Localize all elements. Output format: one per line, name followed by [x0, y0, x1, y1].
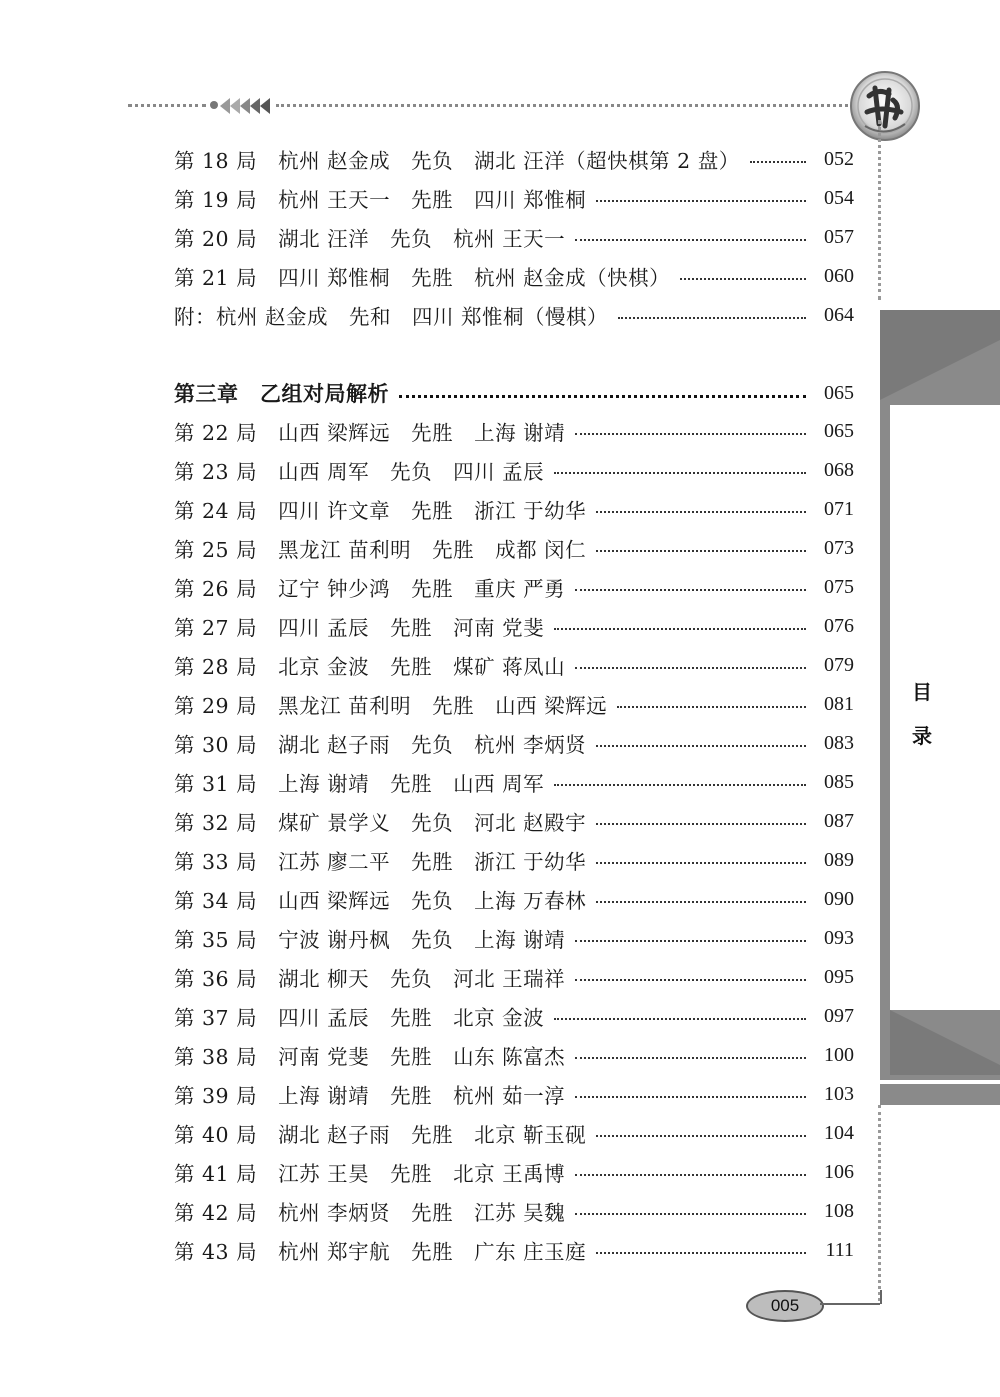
toc-entry-page: 097 [824, 1004, 854, 1027]
toc-entry[interactable] [174, 880, 854, 918]
dot-leader [575, 589, 806, 591]
dot-leader [596, 1135, 806, 1137]
toc-entry-title: 第 41 局 江苏 王昊 先胜 北京 王禹博 [174, 1162, 566, 1186]
toc-entry-title: 第 34 局 山西 梁辉远 先负 上海 万春林 [174, 889, 587, 913]
toc-entry[interactable] [174, 296, 854, 334]
toc-entry[interactable] [174, 568, 854, 606]
toc-entry-title: 第 23 局 山西 周军 先负 四川 孟辰 [174, 460, 545, 484]
toc-entry-page: 085 [824, 770, 854, 793]
toc-entry-page: 087 [824, 809, 854, 832]
toc-entry-page: 057 [824, 225, 854, 248]
toc-chapter-heading[interactable] [174, 374, 854, 412]
chapter-page: 065 [824, 381, 854, 404]
toc-entry[interactable] [174, 257, 854, 295]
toc-entry-page: 064 [824, 303, 854, 326]
dot-leader [596, 511, 806, 513]
toc-entry-title: 第 36 局 湖北 柳天 先负 河北 王瑞祥 [174, 967, 566, 991]
toc-entry[interactable] [174, 763, 854, 801]
dot-leader [596, 862, 806, 864]
toc-entry-page: 104 [824, 1121, 854, 1144]
dot-leader [575, 1096, 806, 1098]
toc-entry-title: 第 27 局 四川 孟辰 先胜 河南 党斐 [174, 616, 545, 640]
toc-entry-page: 093 [824, 926, 854, 949]
toc-entry-title: 第 25 局 黑龙江 苗利明 先胜 成都 闵仁 [174, 538, 587, 562]
dot-leader [575, 1174, 806, 1176]
toc-entry-title: 第 26 局 辽宁 钟少鸿 先胜 重庆 严勇 [174, 577, 566, 601]
toc-entry[interactable] [174, 646, 854, 684]
toc-entry[interactable] [174, 529, 854, 567]
toc-entry-page: 073 [824, 536, 854, 559]
dot-leader [575, 1213, 806, 1215]
toc-entry-page: 111 [825, 1238, 854, 1261]
toc-entry[interactable] [174, 841, 854, 879]
toc-entry-title: 第 30 局 湖北 赵子雨 先负 杭州 李炳贤 [174, 733, 587, 757]
dot-leader [575, 239, 806, 241]
toc-entry[interactable] [174, 685, 854, 723]
dot-leader [575, 940, 806, 942]
toc-entry-page: 100 [824, 1043, 854, 1066]
toc-entry-page: 054 [824, 186, 854, 209]
toc-entry-page: 079 [824, 653, 854, 676]
toc-entry-title: 第 29 局 黑龙江 苗利明 先胜 山西 梁辉远 [174, 694, 608, 718]
top-bullet-dot [210, 101, 218, 109]
toc-entry-title: 第 32 局 煤矿 景学义 先负 河北 赵殿宇 [174, 811, 587, 835]
toc-entry-title: 第 38 局 河南 党斐 先胜 山东 陈富杰 [174, 1045, 566, 1069]
toc-entry-page: 076 [824, 614, 854, 637]
toc-entry-title: 第 42 局 杭州 李炳贤 先胜 江苏 吴魏 [174, 1201, 566, 1225]
toc-entry[interactable] [174, 490, 854, 528]
toc-entry-page: 089 [824, 848, 854, 871]
page-number: 005 [746, 1290, 824, 1322]
dot-leader [596, 745, 806, 747]
dot-leader [554, 1018, 806, 1020]
toc-entry-title: 第 19 局 杭州 王天一 先胜 四川 郑惟桐 [174, 188, 587, 212]
toc-entry[interactable] [174, 802, 854, 840]
chapter-title: 第三章 乙组对局解析 [174, 382, 389, 406]
toc-entry-page: 068 [824, 458, 854, 481]
side-tab-bar [880, 310, 1000, 1105]
dot-leader [554, 784, 806, 786]
toc-entry-page: 108 [824, 1199, 854, 1222]
dot-leader [680, 278, 806, 280]
toc-entry-title: 附：杭州 赵金成 先和 四川 郑惟桐（慢棋） [174, 305, 609, 329]
toc-entry-title: 第 18 局 杭州 赵金成 先负 湖北 汪洋（超快棋第 2 盘） [174, 149, 740, 173]
top-dotted-rule-right [276, 104, 854, 107]
toc-entry-title: 第 24 局 四川 许文章 先胜 浙江 于幼华 [174, 499, 587, 523]
toc-entry-page: 095 [824, 965, 854, 988]
toc-entry[interactable] [174, 958, 854, 996]
dot-leader [596, 823, 806, 825]
side-tab-label-2: 录 [912, 724, 932, 748]
toc-entry[interactable] [174, 451, 854, 489]
toc-entry-page: 106 [824, 1160, 854, 1183]
toc-entry-title: 第 31 局 上海 谢靖 先胜 山西 周军 [174, 772, 545, 796]
dot-leader [575, 979, 806, 981]
toc-entry-page: 075 [824, 575, 854, 598]
arrowheads-icon [220, 96, 274, 116]
chess-general-emblem-icon [845, 66, 925, 146]
dot-leader [575, 1057, 806, 1059]
dot-leader [575, 433, 806, 435]
toc-entry-title: 第 39 局 上海 谢靖 先胜 杭州 茹一淳 [174, 1084, 566, 1108]
toc-entry[interactable] [174, 1192, 854, 1230]
toc-entry-page: 052 [824, 147, 854, 170]
toc-entry[interactable] [174, 218, 854, 256]
dot-leader [554, 628, 806, 630]
toc-entry-title: 第 28 局 北京 金波 先胜 煤矿 蒋凤山 [174, 655, 566, 679]
toc-entry-title: 第 40 局 湖北 赵子雨 先胜 北京 靳玉砚 [174, 1123, 587, 1147]
dot-leader [596, 200, 806, 202]
top-dotted-rule-left [128, 104, 206, 107]
toc-entry-title: 第 35 局 宁波 谢丹枫 先负 上海 谢靖 [174, 928, 566, 952]
toc-entry-title: 第 22 局 山西 梁辉远 先胜 上海 谢靖 [174, 421, 566, 445]
toc-entry-title: 第 20 局 湖北 汪洋 先负 杭州 王天一 [174, 227, 566, 251]
toc-entry[interactable] [174, 1075, 854, 1113]
toc-entry-title: 第 43 局 杭州 郑宇航 先胜 广东 庄玉庭 [174, 1240, 587, 1264]
toc-entry[interactable] [174, 607, 854, 645]
toc-entry-page: 071 [824, 497, 854, 520]
dot-leader [618, 317, 806, 319]
toc-entry-page: 090 [824, 887, 854, 910]
toc-entry[interactable] [174, 1114, 854, 1152]
toc-entry[interactable] [174, 140, 854, 178]
right-dotted-border-bottom [878, 1105, 881, 1301]
toc-entry[interactable] [174, 412, 854, 450]
right-dotted-border-top [878, 120, 881, 300]
dot-leader [750, 161, 806, 163]
page-number-rule-vertical [880, 1290, 882, 1304]
toc-entry-page: 060 [824, 264, 854, 287]
toc-entry[interactable] [174, 919, 854, 957]
toc-entry[interactable] [174, 1231, 854, 1269]
toc-entry-page: 081 [824, 692, 854, 715]
toc-entry-title: 第 37 局 四川 孟辰 先胜 北京 金波 [174, 1006, 545, 1030]
toc-entry[interactable] [174, 1036, 854, 1074]
toc-entry[interactable] [174, 179, 854, 217]
dot-leader [554, 472, 806, 474]
toc-entry-page: 103 [824, 1082, 854, 1105]
page-number-rule [820, 1303, 880, 1305]
toc-entry-page: 083 [824, 731, 854, 754]
toc-entry[interactable] [174, 997, 854, 1035]
toc-entry-page: 065 [824, 419, 854, 442]
toc-entry[interactable] [174, 724, 854, 762]
toc-entry-title: 第 21 局 四川 郑惟桐 先胜 杭州 赵金成（快棋） [174, 266, 671, 290]
dot-leader [617, 706, 806, 708]
dot-leader [399, 395, 806, 398]
dot-leader [596, 901, 806, 903]
dot-leader [596, 1252, 806, 1254]
side-tab-label-1: 目 [912, 680, 932, 704]
dot-leader [596, 550, 806, 552]
dot-leader [575, 667, 806, 669]
toc-entry[interactable] [174, 1153, 854, 1191]
toc-entry-title: 第 33 局 江苏 廖二平 先胜 浙江 于幼华 [174, 850, 587, 874]
